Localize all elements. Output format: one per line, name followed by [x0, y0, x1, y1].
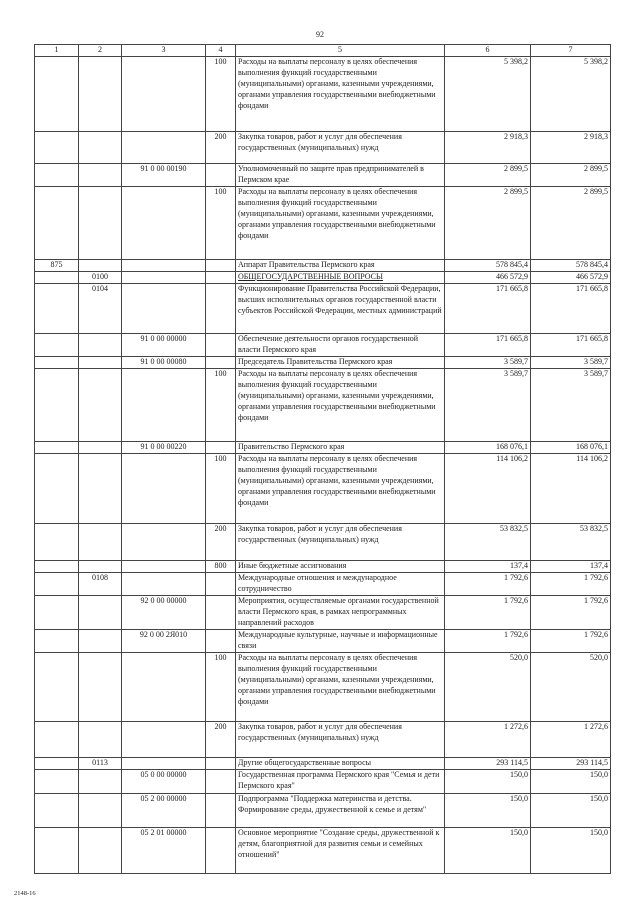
- amount-col6: 150,0: [445, 794, 531, 828]
- grbs-code: [35, 454, 79, 524]
- expense-type-code: [206, 596, 236, 630]
- section-code: [79, 442, 122, 454]
- amount-col7: 171 665,8: [531, 334, 611, 357]
- target-article-code: 91 0 00 00080: [122, 357, 206, 369]
- amount-col7: 2 918,3: [531, 132, 611, 164]
- amount-col6: 466 572,9: [445, 272, 531, 284]
- amount-col6: 578 845,4: [445, 260, 531, 272]
- amount-col6: 520,0: [445, 653, 531, 722]
- grbs-code: [35, 653, 79, 722]
- amount-col7: 293 114,5: [531, 758, 611, 770]
- amount-col7: 53 832,5: [531, 524, 611, 561]
- target-article-code: 05 2 00 00000: [122, 794, 206, 828]
- table-row: [35, 828, 611, 874]
- section-code: [79, 260, 122, 272]
- table-row: [35, 770, 611, 794]
- target-article-code: [122, 573, 206, 596]
- expense-type-code: 800: [206, 561, 236, 573]
- grbs-code: [35, 561, 79, 573]
- section-code: [79, 653, 122, 722]
- expense-type-code: [206, 260, 236, 272]
- target-article-code: [122, 272, 206, 284]
- table-row: [35, 561, 611, 573]
- amount-col7: 520,0: [531, 653, 611, 722]
- section-code: [79, 794, 122, 828]
- table-row: [35, 442, 611, 454]
- column-header: 2: [79, 45, 122, 57]
- expense-type-code: [206, 770, 236, 794]
- item-description: Международные отношения и международное сотрудничество: [236, 573, 445, 596]
- section-code: [79, 770, 122, 794]
- target-article-code: [122, 561, 206, 573]
- grbs-code: [35, 272, 79, 284]
- table-row: [35, 284, 611, 334]
- grbs-code: [35, 132, 79, 164]
- amount-col6: 1 792,6: [445, 596, 531, 630]
- item-description: Другие общегосударственные вопросы: [236, 758, 445, 770]
- item-description: Расходы на выплаты персоналу в целях обеспечения выполнения функций государственными (муниципальными) органами, казенными учреждениями, органами управления государственными внебюджетными фондами: [236, 369, 445, 442]
- grbs-code: [35, 57, 79, 132]
- expense-type-code: 100: [206, 369, 236, 442]
- amount-col7: 150,0: [531, 794, 611, 828]
- expense-type-code: 100: [206, 454, 236, 524]
- table-row: [35, 758, 611, 770]
- target-article-code: [122, 722, 206, 758]
- section-code: [79, 561, 122, 573]
- target-article-code: 92 0 00 2Я010: [122, 630, 206, 653]
- amount-col6: 1 792,6: [445, 630, 531, 653]
- budget-table: [34, 44, 611, 874]
- section-code: [79, 369, 122, 442]
- item-description: Иные бюджетные ассигнования: [236, 561, 445, 573]
- section-code: [79, 524, 122, 561]
- target-article-code: 92 0 00 00000: [122, 596, 206, 630]
- amount-col7: 5 398,2: [531, 57, 611, 132]
- amount-col7: 1 792,6: [531, 596, 611, 630]
- grbs-code: [35, 573, 79, 596]
- section-code: [79, 596, 122, 630]
- item-description: Основное мероприятие "Создание среды, дружественной к детям, благоприятной для развития семьи и семейных отношений": [236, 828, 445, 874]
- expense-type-code: 200: [206, 722, 236, 758]
- header-row: [35, 45, 611, 57]
- amount-col6: 2 918,3: [445, 132, 531, 164]
- expense-type-code: [206, 442, 236, 454]
- expense-type-code: [206, 794, 236, 828]
- grbs-code: [35, 794, 79, 828]
- amount-col7: 137,4: [531, 561, 611, 573]
- grbs-code: [35, 770, 79, 794]
- table-row: [35, 164, 611, 187]
- amount-col7: 150,0: [531, 770, 611, 794]
- grbs-code: [35, 357, 79, 369]
- amount-col6: 3 589,7: [445, 357, 531, 369]
- table-row: [35, 794, 611, 828]
- document-code: 2148-16: [14, 890, 36, 897]
- table-row: [35, 573, 611, 596]
- target-article-code: [122, 524, 206, 561]
- amount-col6: 150,0: [445, 770, 531, 794]
- table-row: [35, 272, 611, 284]
- section-code: 0108: [79, 573, 122, 596]
- table-row: [35, 630, 611, 653]
- grbs-code: [35, 369, 79, 442]
- item-description: Правительство Пермского края: [236, 442, 445, 454]
- table-row: [35, 260, 611, 272]
- page-number: 92: [316, 30, 324, 39]
- expense-type-code: 100: [206, 653, 236, 722]
- grbs-code: [35, 334, 79, 357]
- grbs-code: [35, 630, 79, 653]
- expense-type-code: [206, 334, 236, 357]
- column-header: 7: [531, 45, 611, 57]
- grbs-code: [35, 596, 79, 630]
- amount-col6: 1 272,6: [445, 722, 531, 758]
- table-row: [35, 596, 611, 630]
- column-header: 6: [445, 45, 531, 57]
- amount-col6: 137,4: [445, 561, 531, 573]
- grbs-code: [35, 828, 79, 874]
- item-description: Расходы на выплаты персоналу в целях обеспечения выполнения функций государственными (муниципальными) органами, казенными учреждениями, органами управления государственными внебюджетными фондами: [236, 57, 445, 132]
- amount-col6: 150,0: [445, 828, 531, 874]
- amount-col6: 2 899,5: [445, 187, 531, 260]
- item-description: Расходы на выплаты персоналу в целях обеспечения выполнения функций государственными (муниципальными) органами, казенными учреждениями, органами управления государственными внебюджетными фондами: [236, 454, 445, 524]
- amount-col6: 114 106,2: [445, 454, 531, 524]
- item-description: Расходы на выплаты персоналу в целях обеспечения выполнения функций государственными (муниципальными) органами, казенными учреждениями, органами управления государственными внебюджетными фондами: [236, 187, 445, 260]
- table-row: [35, 357, 611, 369]
- grbs-code: 875: [35, 260, 79, 272]
- amount-col7: 578 845,4: [531, 260, 611, 272]
- expense-type-code: [206, 272, 236, 284]
- target-article-code: [122, 454, 206, 524]
- section-code: [79, 630, 122, 653]
- amount-col7: 466 572,9: [531, 272, 611, 284]
- amount-col7: 2 899,5: [531, 187, 611, 260]
- item-description: Председатель Правительства Пермского края: [236, 357, 445, 369]
- item-description: Государственная программа Пермского края "Семья и дети Пермского края": [236, 770, 445, 794]
- item-description: Подпрограмма "Поддержка материнства и детства. Формирование среды, дружественной к семье и детям": [236, 794, 445, 828]
- section-code: [79, 722, 122, 758]
- item-description: Закупка товаров, работ и услуг для обеспечения государственных (муниципальных) нужд: [236, 132, 445, 164]
- section-code: [79, 132, 122, 164]
- target-article-code: [122, 369, 206, 442]
- section-code: [79, 454, 122, 524]
- amount-col7: 3 589,7: [531, 357, 611, 369]
- item-description: Закупка товаров, работ и услуг для обеспечения государственных (муниципальных) нужд: [236, 524, 445, 561]
- section-code: [79, 164, 122, 187]
- target-article-code: [122, 260, 206, 272]
- amount-col6: 171 665,8: [445, 334, 531, 357]
- expense-type-code: 100: [206, 187, 236, 260]
- amount-col6: 293 114,5: [445, 758, 531, 770]
- grbs-code: [35, 758, 79, 770]
- grbs-code: [35, 187, 79, 260]
- target-article-code: 05 2 01 00000: [122, 828, 206, 874]
- expense-type-code: [206, 828, 236, 874]
- table-row: [35, 369, 611, 442]
- item-description: Аппарат Правительства Пермского края: [236, 260, 445, 272]
- section-code: 0100: [79, 272, 122, 284]
- expense-type-code: [206, 758, 236, 770]
- expense-type-code: 100: [206, 57, 236, 132]
- section-code: [79, 334, 122, 357]
- column-header: 3: [122, 45, 206, 57]
- amount-col6: 3 589,7: [445, 369, 531, 442]
- amount-col7: 168 076,1: [531, 442, 611, 454]
- amount-col6: 53 832,5: [445, 524, 531, 561]
- grbs-code: [35, 164, 79, 187]
- grbs-code: [35, 722, 79, 758]
- amount-col6: 171 665,8: [445, 284, 531, 334]
- section-code: [79, 187, 122, 260]
- section-code: [79, 357, 122, 369]
- grbs-code: [35, 524, 79, 561]
- item-description: Расходы на выплаты персоналу в целях обеспечения выполнения функций государственными (муниципальными) органами, казенными учреждениями, органами управления государственными внебюджетными фондами: [236, 653, 445, 722]
- grbs-code: [35, 284, 79, 334]
- table-row: [35, 722, 611, 758]
- target-article-code: [122, 758, 206, 770]
- amount-col6: 5 398,2: [445, 57, 531, 132]
- table-row: [35, 524, 611, 561]
- target-article-code: [122, 653, 206, 722]
- table-row: [35, 57, 611, 132]
- table-row: [35, 454, 611, 524]
- grbs-code: [35, 442, 79, 454]
- target-article-code: [122, 187, 206, 260]
- target-article-code: 05 0 00 00000: [122, 770, 206, 794]
- expense-type-code: [206, 284, 236, 334]
- amount-col6: 1 792,6: [445, 573, 531, 596]
- item-description: Уполномоченный по защите прав предпринимателей в Пермском крае: [236, 164, 445, 187]
- amount-col7: 1 792,6: [531, 630, 611, 653]
- target-article-code: [122, 57, 206, 132]
- amount-col7: 150,0: [531, 828, 611, 874]
- item-description: Международные культурные, научные и информационные связи: [236, 630, 445, 653]
- target-article-code: [122, 132, 206, 164]
- table-row: [35, 334, 611, 357]
- target-article-code: 91 0 00 00190: [122, 164, 206, 187]
- expense-type-code: 200: [206, 132, 236, 164]
- section-code: 0104: [79, 284, 122, 334]
- section-code: [79, 57, 122, 132]
- target-article-code: 91 0 00 00220: [122, 442, 206, 454]
- column-header: 5: [236, 45, 445, 57]
- amount-col6: 168 076,1: [445, 442, 531, 454]
- amount-col7: 114 106,2: [531, 454, 611, 524]
- table-row: [35, 653, 611, 722]
- item-description: Обеспечение деятельности органов государственной власти Пермского края: [236, 334, 445, 357]
- amount-col7: 2 899,5: [531, 164, 611, 187]
- item-description: Функционирование Правительства Российской Федерации, высших исполнительных органов государственной власти субъектов Российской Федерации, местных администраций: [236, 284, 445, 334]
- amount-col6: 2 899,5: [445, 164, 531, 187]
- target-article-code: 91 0 00 00000: [122, 334, 206, 357]
- amount-col7: 3 589,7: [531, 369, 611, 442]
- section-code: 0113: [79, 758, 122, 770]
- section-code: [79, 828, 122, 874]
- table-row: [35, 132, 611, 164]
- table-row: [35, 187, 611, 260]
- item-description: ОБЩЕГОСУДАРСТВЕННЫЕ ВОПРОСЫ: [236, 272, 445, 284]
- column-header: 4: [206, 45, 236, 57]
- column-header: 1: [35, 45, 79, 57]
- item-description: Мероприятия, осуществляемые органами государственной власти Пермского края, в рамках непрограммных направлений расходов: [236, 596, 445, 630]
- expense-type-code: [206, 630, 236, 653]
- item-description: Закупка товаров, работ и услуг для обеспечения государственных (муниципальных) нужд: [236, 722, 445, 758]
- amount-col7: 171 665,8: [531, 284, 611, 334]
- amount-col7: 1 272,6: [531, 722, 611, 758]
- expense-type-code: 200: [206, 524, 236, 561]
- target-article-code: [122, 284, 206, 334]
- amount-col7: 1 792,6: [531, 573, 611, 596]
- expense-type-code: [206, 357, 236, 369]
- expense-type-code: [206, 573, 236, 596]
- expense-type-code: [206, 164, 236, 187]
